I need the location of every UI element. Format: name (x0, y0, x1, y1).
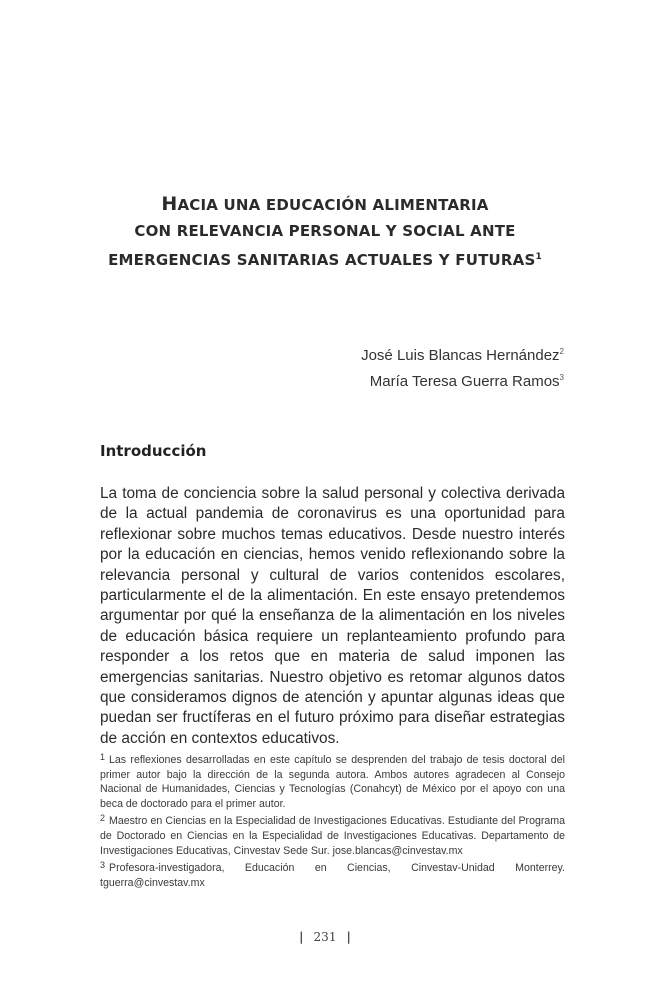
footnote-2: $^2$ Maestro en Ciencias en la Especialidad de Investigaciones Educativas. Estudiante del Programa de Doctorado en Ciencias en la Especialidad de Investigaciones Educativas. Departamento de Investigaciones Educativas, Cinvestav Sede Sur. jose.blancas@cinvestav.mx (100, 813, 565, 857)
author-list (361, 341, 564, 393)
section-heading: Introducción (100, 442, 207, 460)
right-bar-divider: | (346, 930, 351, 944)
author-1: José Luis Blancas Hernández$^2$ (361, 347, 564, 364)
footnotes (100, 750, 565, 890)
page-number-block (0, 930, 650, 944)
title-line-1: HACIA UNA EDUCACIÓN ALIMENTARIA (161, 193, 489, 215)
title-line-3: EMERGENCIAS SANITARIAS ACTUALES Y FUTURAS$^1$ (108, 251, 542, 269)
author-2: María Teresa Guerra Ramos$^3$ (369, 373, 564, 390)
chapter-title (60, 191, 590, 273)
title-line-2: CON RELEVANCIA PERSONAL Y SOCIAL ANTE (134, 222, 516, 240)
footnote-1: $^1$ Las reflexiones desarrolladas en este capítulo se desprenden del trabajo de tesis doctoral del primer autor bajo la dirección de la segunda autora. Ambos autores agradecen al Consejo Nacional de Humanidades, Ciencias y Tecnologías (Conahcyt) de México por el apoyo con una beca de doctorado para el primer autor. (100, 752, 565, 810)
page-number: 231 (313, 930, 337, 944)
body-paragraph: La toma de conciencia sobre la salud personal y colectiva derivada de la actual pandemia de coronavirus es una oportunidad para reflexionar sobre muchos temas educativos. Desde nuestro interés por la educación en ciencias, hemos venido reflexionando sobre la relevancia personal y cultural de varios contenidos escolares, particularmente el de la alimentación. En este ensayo pretendemos argumentar por qué la enseñanza de la alimentación en los niveles de educación básica requiere un replanteamiento profundo para responder a los retos que en materia de salud imponen las emergencias sanitarias. Nuestro objetivo es retomar algunos datos que consideramos dignos de atención y apuntar algunas ideas que puedan ser fructíferas en el futuro próximo para diseñar estrategias de acción en contextos educativos. (100, 485, 565, 747)
footnote-3: $^3$ Profesora-investigadora, Educación en Ciencias, Cinvestav-Unidad Monterrey. tguerra@cinvestav.mx (100, 860, 565, 889)
title-footnote-mark: 1 (535, 252, 542, 262)
left-bar-divider: | (299, 930, 304, 944)
